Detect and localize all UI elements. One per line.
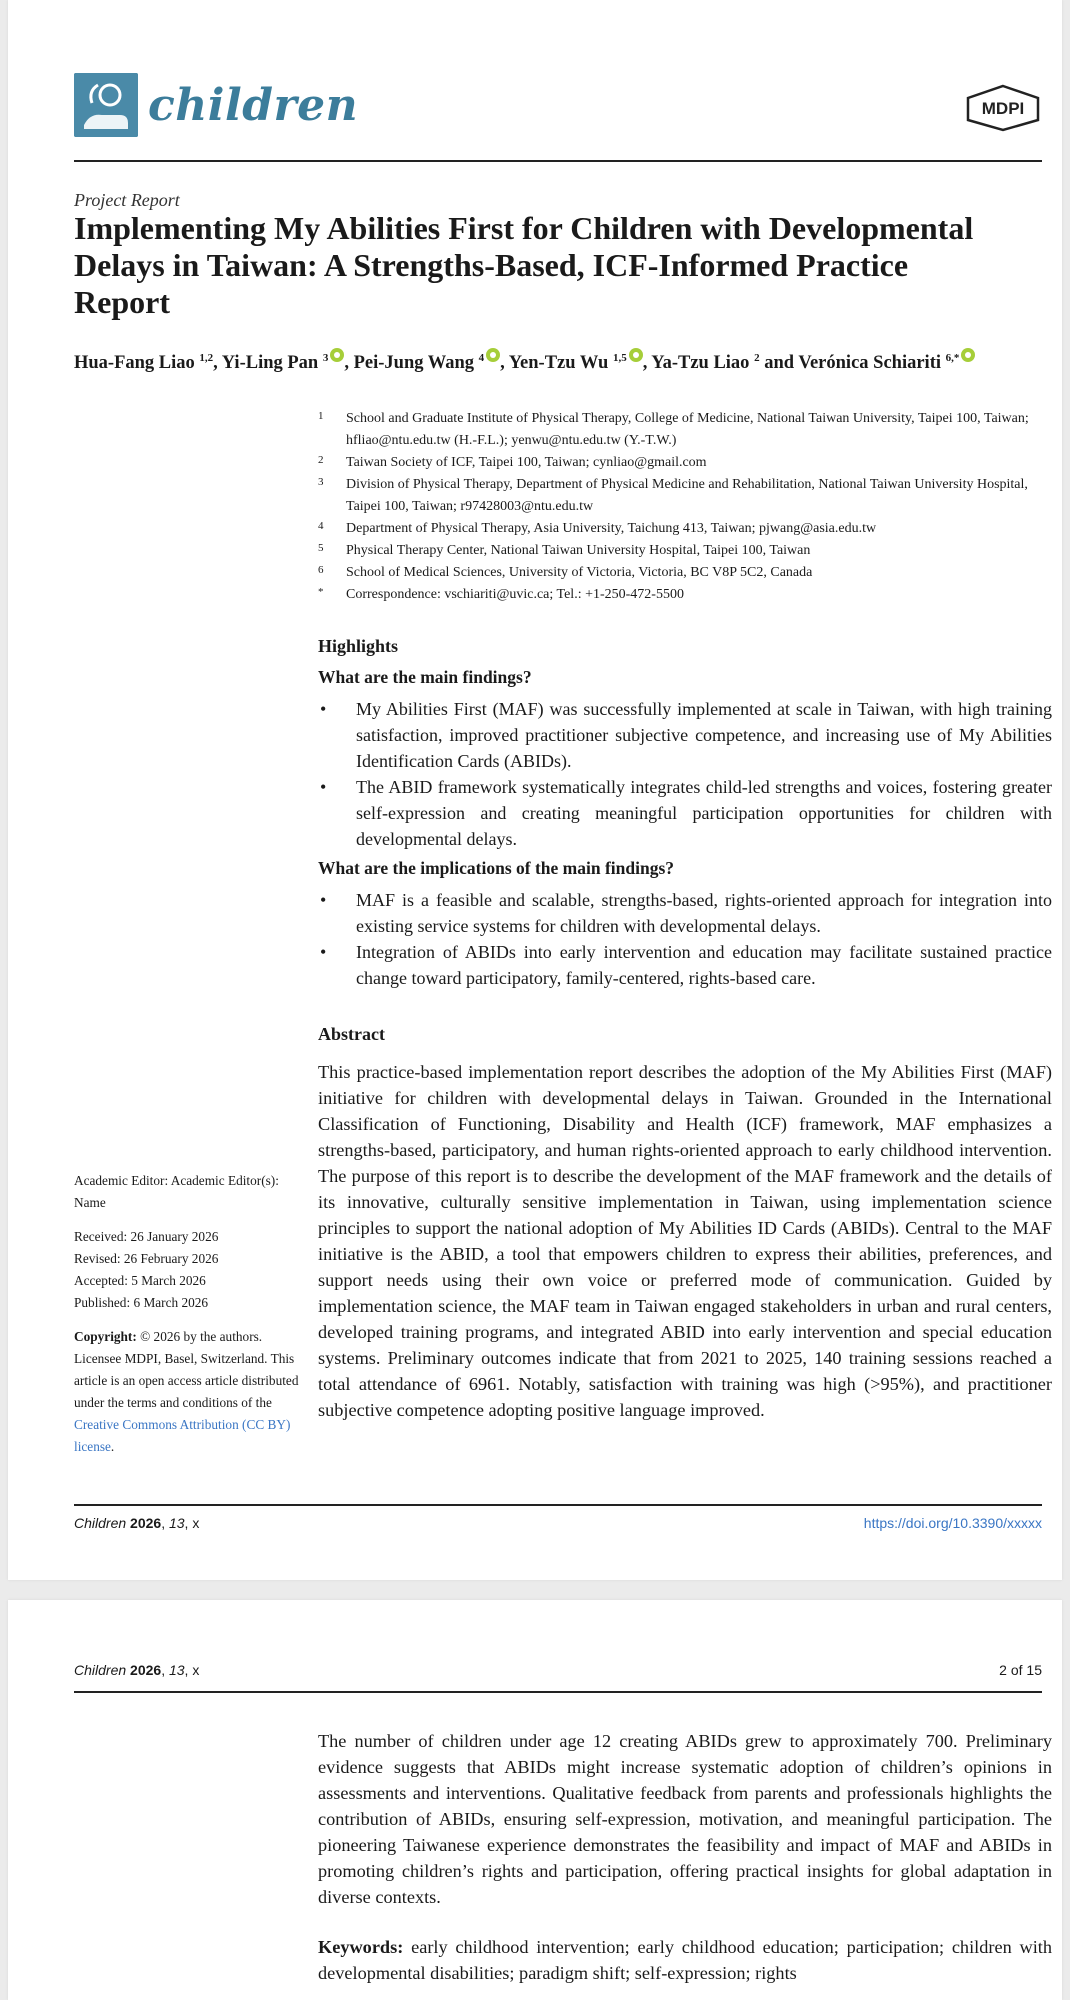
footer-journal: Children [74, 1515, 127, 1531]
affiliation-item [318, 474, 1048, 518]
abstract-section [318, 1024, 1052, 1423]
copyright-label: Copyright: [74, 1329, 137, 1344]
published-date: Published: 6 March 2026 [74, 1295, 209, 1310]
author-separator: , [500, 353, 509, 373]
author-name[interactable]: Ya-Tzu Liao [651, 353, 750, 373]
page-1 [8, 0, 1062, 1580]
affiliation-number: 6 [318, 564, 324, 576]
orcid-icon[interactable] [961, 348, 975, 362]
accepted-date: Accepted: 5 March 2026 [74, 1273, 206, 1288]
author-affiliation-ref: 2 [754, 351, 760, 364]
implications-question: What are the implications of the main findings? [318, 858, 675, 878]
page-2 [8, 1600, 1062, 2000]
implications-list [318, 887, 1052, 991]
author-name[interactable]: Verónica Schiariti [798, 353, 941, 373]
header-year: 2026 [130, 1662, 162, 1678]
academic-editor: Academic Editor: Academic Editor(s): Name [74, 1173, 279, 1210]
author-separator: , [642, 353, 652, 373]
author-affiliation-ref: 1,2 [199, 351, 214, 364]
affiliation-number: 1 [318, 410, 324, 422]
article-type: Project Report [74, 190, 180, 210]
affiliation-number: 5 [318, 542, 324, 554]
orcid-icon[interactable] [629, 348, 643, 362]
journal-logo[interactable] [74, 72, 358, 138]
affiliation-text: Division of Physical Therapy, Department of Physical Medicine and Rehabilitation, National Taiwan University Hospital, Taipei 100, Taiwan; r97428003@ntu.edu.tw [346, 477, 1028, 514]
affiliation-item [318, 584, 1048, 606]
footer-volume: 13 [168, 1515, 185, 1531]
header-journal: Children [74, 1662, 127, 1678]
license-link[interactable]: Creative Commons Attribution (CC BY) license [74, 1417, 291, 1454]
copyright-notice [74, 1326, 304, 1458]
article-info-sidebar [74, 1170, 304, 1458]
affiliation-number: 3 [318, 476, 324, 488]
article-title: Implementing My Abilities First for Children with Developmental Delays in Taiwan: A Strengths-Based, ICF-Informed Practice Report [74, 210, 974, 320]
page-number: 2 of 15 [999, 1662, 1042, 1678]
affiliation-item [318, 452, 1048, 474]
author-name[interactable]: Hua-Fang Liao [74, 353, 195, 373]
header-rule-2 [74, 1691, 1042, 1693]
author-separator: , [213, 353, 222, 373]
keywords-label: Keywords: [318, 1937, 404, 1957]
affiliation-text: School of Medical Sciences, University of Victoria, Victoria, BC V8P 5C2, Canada [346, 565, 813, 580]
author-list [74, 348, 1064, 374]
affiliation-item [318, 562, 1048, 584]
copyright-text: © 2026 by the authors. Licensee MDPI, Basel, Switzerland. This article is an open access article distributed under the terms and conditions of the [74, 1329, 299, 1410]
author-name[interactable]: Yi-Ling Pan [221, 353, 319, 373]
keywords [318, 1934, 1052, 1986]
list-item: • The ABID framework systematically integrates child-led strengths and voices, fostering greater self-expression and creating meaningful participation opportunities for children with developmental delays. [318, 774, 1052, 852]
children-logo-icon [74, 73, 138, 137]
affiliation-item [318, 408, 1048, 452]
author-affiliation-ref: 6,* [945, 351, 960, 364]
header-article: x [192, 1662, 200, 1678]
doi-link[interactable]: https://doi.org/10.3390/xxxxx [863, 1515, 1042, 1531]
keywords-text: early childhood intervention; early childhood education; participation; children with developmental disabilities; paradigm shift; self-expression; rights [318, 1937, 1052, 1983]
author-affiliation-ref: 1,5 [612, 351, 627, 364]
affiliation-text: Physical Therapy Center, National Taiwan University Hospital, Taipei 100, Taiwan [346, 543, 811, 558]
affiliation-item [318, 540, 1048, 562]
publisher-name: MDPI [981, 99, 1025, 118]
affiliation-item [318, 518, 1048, 540]
list-item: • Integration of ABIDs into early intervention and education may facilitate sustained practice change toward participatory, family-centered, rights-based care. [318, 939, 1052, 991]
footer-article: x [192, 1515, 200, 1531]
highlights-heading: Highlights [318, 636, 399, 656]
affiliation-text: Correspondence: vschiariti@uvic.ca; Tel.: +1-250-472-5500 [346, 587, 684, 602]
list-item: • My Abilities First (MAF) was successfully implemented at scale in Taiwan, with high training satisfaction, improved practitioner subjective competence, and increasing use of My Abilities Identification Cards (ABIDs). [318, 696, 1052, 774]
orcid-icon[interactable] [330, 348, 344, 362]
running-header: Children 2026, 13, x [74, 1662, 200, 1678]
affiliation-text: School and Graduate Institute of Physical Therapy, College of Medicine, National Taiwan University, Taipei 100, Taiwan; hfliao@ntu.edu.tw (H.-F.L.); yenwu@ntu.edu.tw (Y.-T.W.) [346, 411, 1029, 448]
affiliation-number: 4 [318, 520, 324, 532]
author-affiliation-ref: 3 [322, 351, 329, 364]
copyright-end: . [110, 1439, 115, 1454]
journal-name: children [148, 79, 359, 131]
highlights-section [318, 636, 1052, 991]
author-separator: and [759, 353, 799, 373]
orcid-icon[interactable] [486, 348, 500, 362]
author-affiliation-ref: 4 [478, 351, 485, 364]
affiliation-number: 2 [318, 454, 324, 466]
list-item: • MAF is a feasible and scalable, strengths-based, rights-oriented approach for integration into existing service systems for children with developmental delays. [318, 887, 1052, 939]
header-volume: 13 [168, 1662, 185, 1678]
footer-rule [74, 1504, 1042, 1506]
abstract-heading: Abstract [318, 1024, 385, 1044]
author-name[interactable]: Pei-Jung Wang [353, 353, 475, 373]
affiliation-number: * [318, 586, 324, 598]
findings-question: What are the main findings? [318, 667, 532, 687]
mdpi-logo[interactable] [964, 84, 1042, 132]
author-name[interactable]: Yen-Tzu Wu [508, 353, 609, 373]
affiliation-text: Taiwan Society of ICF, Taipei 100, Taiwan; cynliao@gmail.com [346, 455, 707, 470]
citation-footer: Children 2026, 13, x [74, 1515, 200, 1531]
received-date: Received: 26 January 2026 [74, 1229, 219, 1244]
footer-year: 2026 [130, 1515, 162, 1531]
author-separator: , [344, 353, 354, 373]
findings-list [318, 696, 1052, 852]
abstract-text: This practice-based implementation report describes the adoption of the My Abilities First (MAF) initiative for children with developmental delays in Taiwan. Grounded in the International Classification of Functioning, Disability and Health (ICF) framework, MAF emphasizes a strengths-based, participatory, and human rights-oriented approach to early childhood intervention. The purpose of this report is to describe the development of the MAF framework and the details of its innovative, culturally sensitive implementation in Taiwan, using implementation science principles to support the national adoption of My Abilities ID Cards (ABIDs). Central to the MAF initiative is the ABID, a tool that empowers children to express their abilities, preferences, and support needs using their own voice or preferred mode of communication. Guided by implementation science, the MAF team in Taiwan engaged stakeholders in urban and rural centers, developed training programs, and integrated ABID into early intervention and special education systems. Preliminary outcomes indicate that from 2021 to 2025, 140 training sessions reached a total attendance of 6961. Notably, satisfaction with training was high (>95%), and practitioner subjective competence adopting positive language improved. [318, 1062, 1052, 1420]
affiliation-text: Department of Physical Therapy, Asia University, Taichung 413, Taiwan; pjwang@asia.edu.tw [346, 521, 877, 536]
revised-date: Revised: 26 February 2026 [74, 1251, 219, 1266]
abstract-continued: The number of children under age 12 creating ABIDs grew to approximately 700. Preliminary evidence suggests that ABIDs might increase systematic adoption of children’s opinions in assessments and interventions. Qualitative feedback from parents and professionals highlights the contribution of ABIDs, ensuring self-expression, motivation, and meaningful participation. The pioneering Taiwanese experience demonstrates the feasibility and impact of MAF and ABIDs in promoting children’s rights and participation, offering practical insights for global adaptation in diverse contexts. [318, 1731, 1052, 1907]
header-rule [74, 160, 1042, 162]
affiliations [318, 408, 1048, 606]
